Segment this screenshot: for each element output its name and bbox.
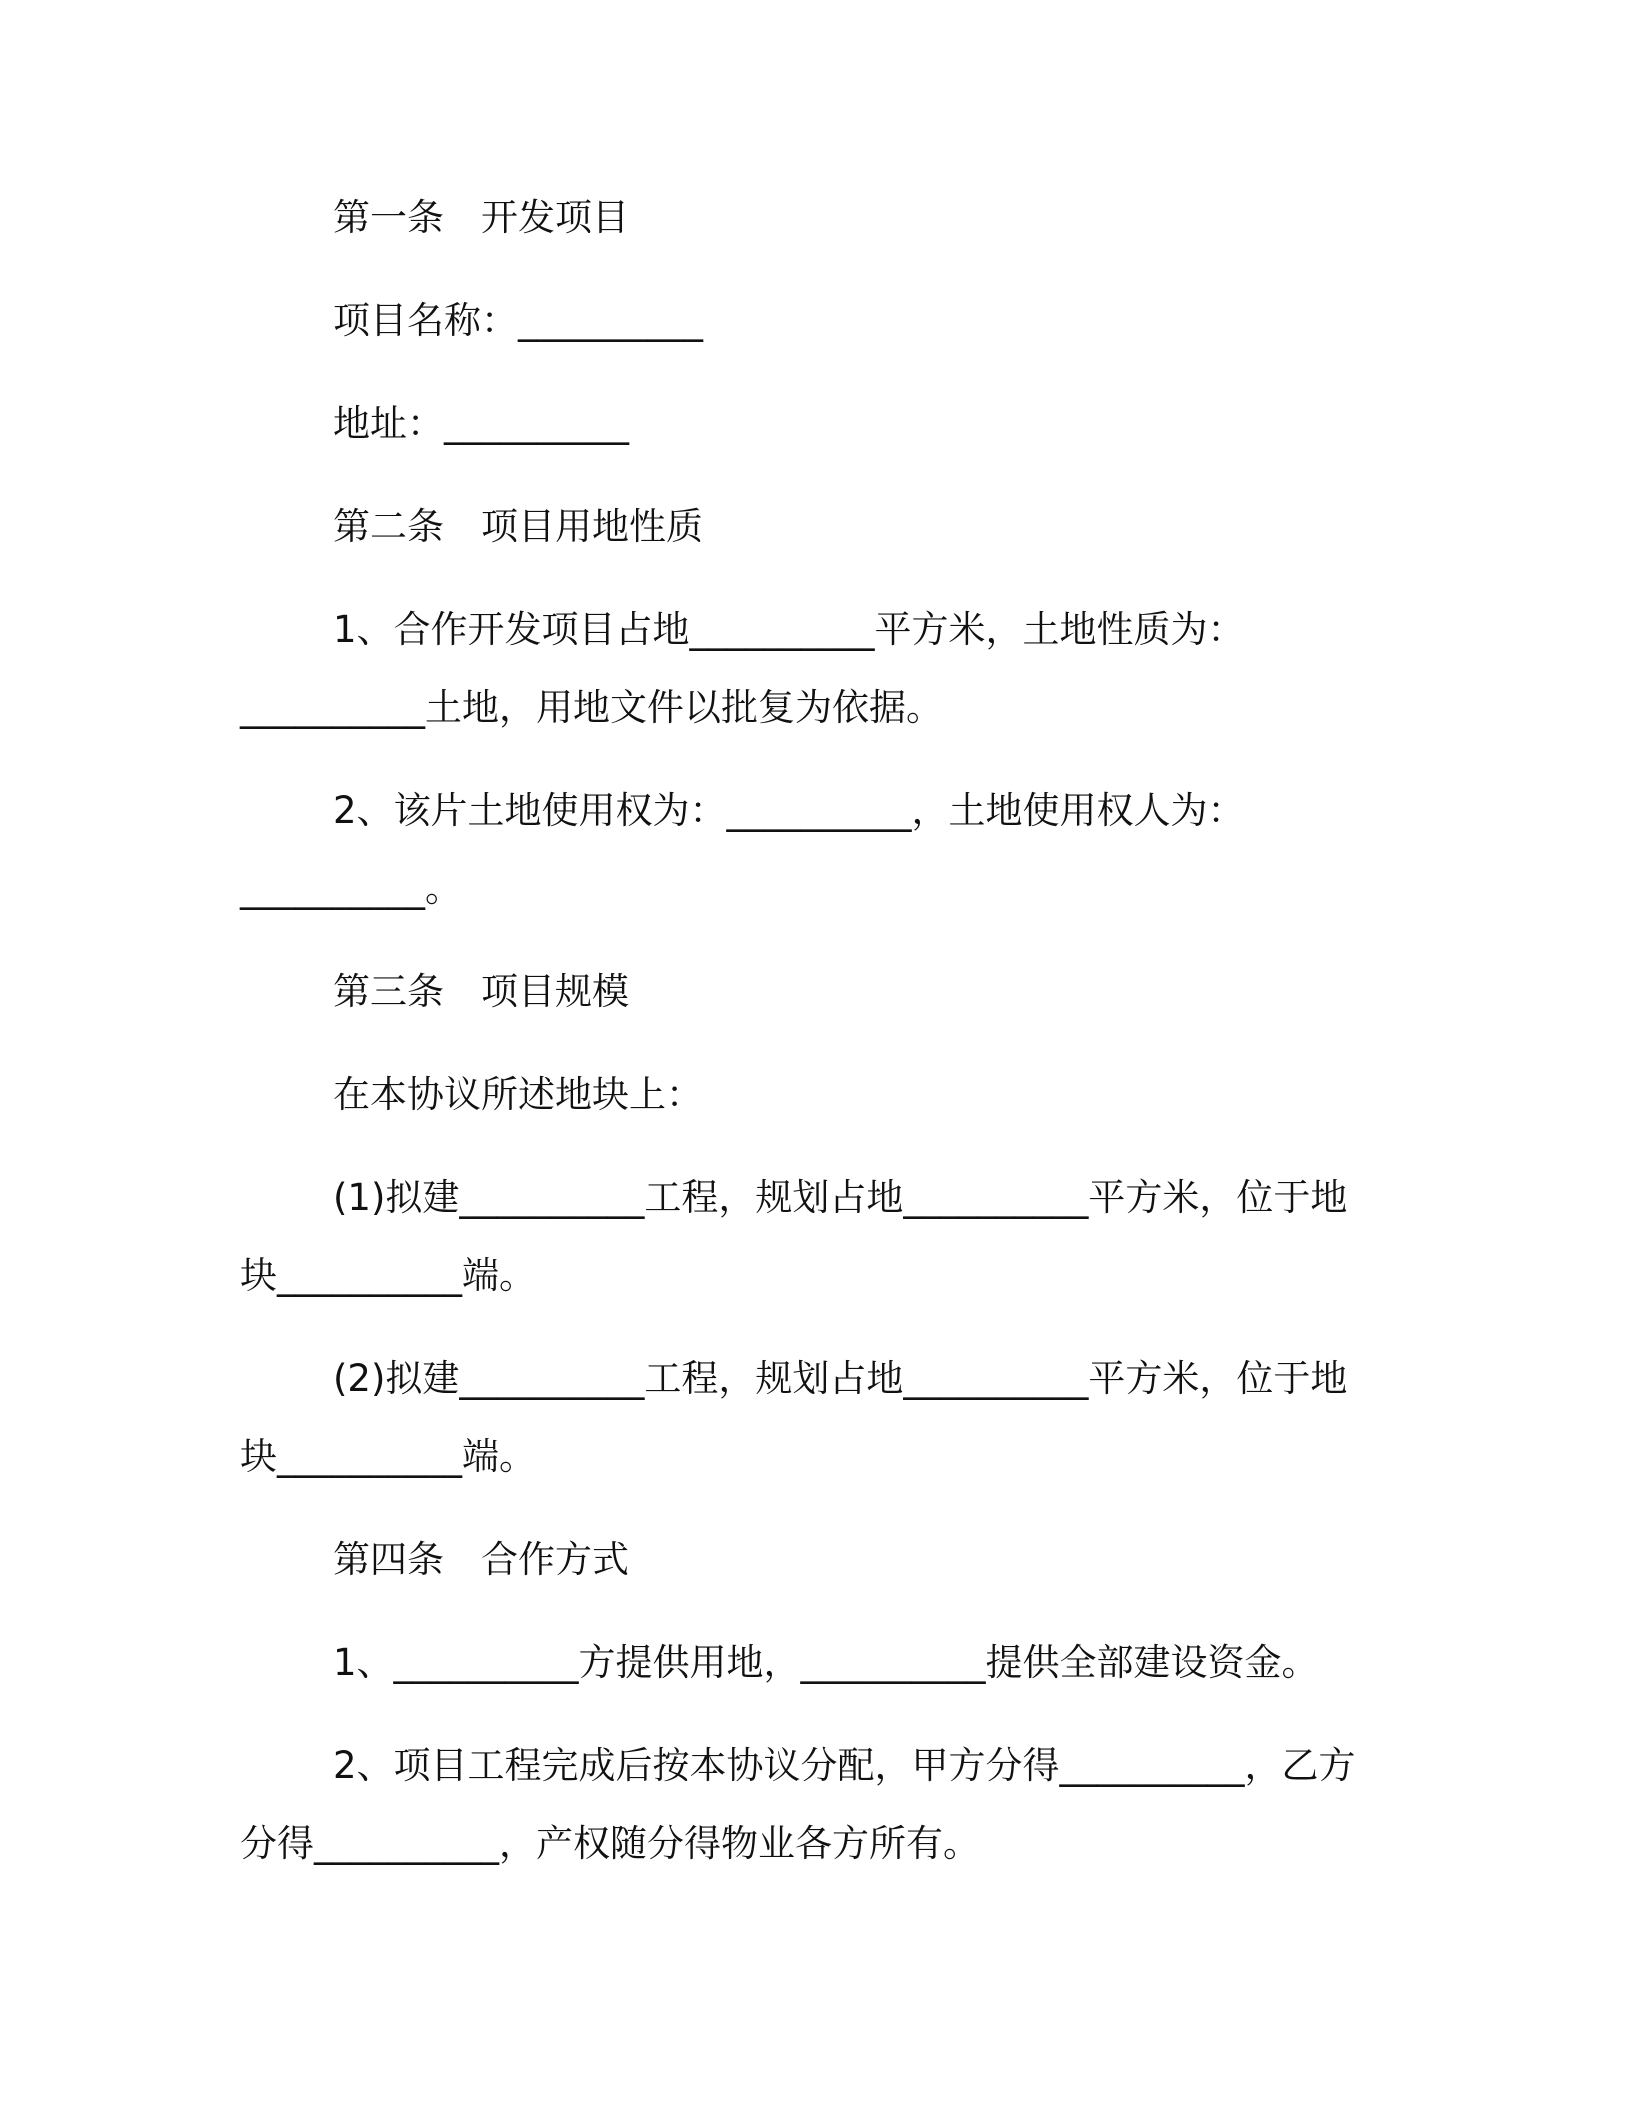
clause-3-2-line-1: (2)拟建__________工程，规划占地__________平方米，位于地 [333, 1357, 1348, 1400]
clause-2-1-line-1: 1、合作开发项目占地__________平方米，土地性质为： [333, 608, 1245, 651]
article-3-intro: 在本协议所述地块上： [333, 1073, 703, 1116]
clause-2-2-line-1: 2、该片土地使用权为：__________，土地使用权人为： [333, 789, 1245, 832]
clause-4-1: 1、__________方提供用地，__________提供全部建设资金。 [333, 1641, 1319, 1684]
article-3-heading: 第三条 项目规模 [333, 970, 629, 1013]
clause-2-2-line-2: __________。 [240, 867, 462, 910]
clause-3-1-line-1: (1)拟建__________工程，规划占地__________平方米，位于地 [333, 1176, 1348, 1219]
clause-2-1-line-2: __________土地，用地文件以批复为依据。 [240, 686, 943, 729]
clause-4-2-line-2: 分得__________，产权随分得物业各方所有。 [240, 1822, 980, 1865]
article-2-heading: 第二条 项目用地性质 [333, 505, 703, 548]
article-4-heading: 第四条 合作方式 [333, 1538, 629, 1581]
project-name-field: 项目名称：__________ [333, 299, 703, 342]
article-1-heading: 第一条 开发项目 [333, 196, 629, 239]
clause-4-2-line-1: 2、项目工程完成后按本协议分配，甲方分得__________，乙方 [333, 1744, 1356, 1787]
address-field: 地址：__________ [333, 402, 629, 445]
clause-3-2-line-2: 块__________端。 [240, 1435, 536, 1478]
clause-3-1-line-2: 块__________端。 [240, 1254, 536, 1297]
